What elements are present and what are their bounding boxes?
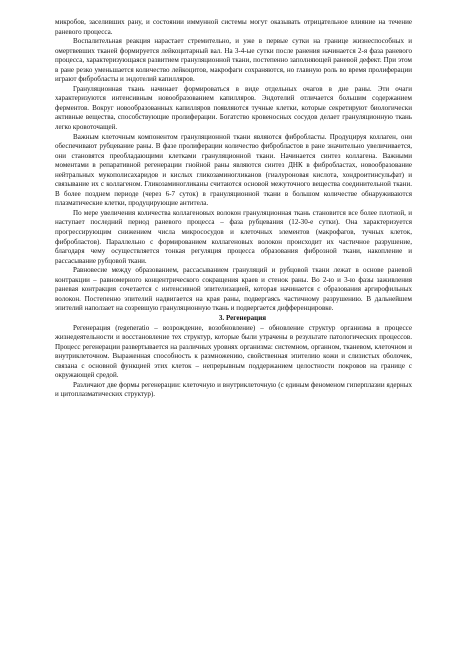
section-heading: 3. Регенерация: [218, 313, 267, 322]
paragraph-inflammation: Воспалительная реакция нарастает стремительно, и уже в первые сутки на границе жизнеспособных и омертвевших тканей формируется лейкоцитарный вал. На 3-4-ые сутки после ранения начинается 2-я фаза раневого процесса, характеризующаяся развитием грануляционной ткани, постепенно заполняющей раневой дефект. При этом в ране резко уменьшается количество лейкоцитов, макрофаги сохраняются, но главную роль во время пролиферации играют фибробласты и эндотелий капилляров.: [55, 37, 412, 84]
paragraph-fibroblasts: Важным клеточным компонентом грануляционной ткани являются фибробласты. Продуцируя коллаген, они обеспечивают рубцевание раны. В фазе пролиферации количество фибробластов в ране значительно увеличивается, они становятся преобладающими клетками грануляционной ткани. Начинается синтез коллагена. Важными моментами в репаративной регенерации гнойной раны являются синтез ДНК в фибробластах, новообразование нейтральных мукополисахаридов и кислых гликозаминогликанов (гиалуроновая кислота, хондроитинсульфат) и связывание их с коллагеном. Гликозаминогликаны считаются основой межуточного вещества соединительной ткани. В более позднем периоде (через 6-7 суток) в грануляционной ткани в большом количестве обнаруживаются плазматические клетки, продуцирующие антитела.: [55, 132, 412, 208]
paragraph-granulation: Грануляционная ткань начинает формироваться в виде отдельных очагов в дне раны. Эти очаги характеризуются интенсивным новообразованием капилляров. Эндотелий отличается большим содержанием ферментов. Вокруг новообразованных капилляров появляются тучные клетки, которые секретируют биологически активные вещества, способствующие пролиферации. Богатство кровеносных сосудов делает грануляционную ткань легко кровоточащей.: [55, 84, 412, 132]
document-page: [55, 18, 412, 400]
paragraph-contraction: Равновесие между образованием, рассасыванием грануляций и рубцовой ткани лежат в основе раневой контракции – равномерного концентрического сокращения краев и стенок раны. Во 2-ю и 3-ю фазы заживления раневая контракция сочетается с интенсивной эпителизацией, которая начинается с образования аргирофильных волокон. Постепенно эпителий надвигается на края раны, подвергаясь частичному разрушению. В дальнейшем эпителий наползает на созревшую грануляционную ткань и подвергается дифференцировке.: [55, 266, 412, 313]
paragraph-regeneration-definition: Регенерация (regeneratio – возрождение, возобновление) – обновление структур организма в процессе жизнедеятельности и восстановление тех структур, которые были утрачены в результате патологических процессов. Процесс регенерации развертывается на различных уровнях организма: системном, органном, тканевом, клеточном и внутриклеточном. Выраженная способность к размножению, свойственная эпителию кожи и слизистых оболочек, связана с основной функцией этих клеток – непрерывным поддержанием целостности покровов на границе с окружающей средой.: [55, 323, 412, 380]
paragraph-microbes: микробов, заселивших рану, и состоянии иммунной системы могут оказывать отрицательное влияние на течение раневого процесса.: [55, 18, 412, 36]
paragraph-scarring: По мере увеличения количества коллагеновых волокон грануляционная ткань становится все более плотной, и наступает последний период раневого процесса – фаза рубцевания (12-30-е сутки). Она характеризуется прогрессирующим снижением числа микрососудов и клеточных элементов (макрофагов, тучных клеток, фибробластов). Параллельно с формированием коллагеновых волокон происходит их частичное разрушение, благодаря чему осуществляется тонкая регуляция процесса образования фиброзной ткани, накопление и рассасывание рубцовой ткани.: [55, 208, 412, 265]
paragraph-regeneration-forms: Различают две формы регенерации: клеточную и внутриклеточную (с единым феноменом гиперплазии ядерных и цитоплазматических структур).: [55, 380, 412, 399]
